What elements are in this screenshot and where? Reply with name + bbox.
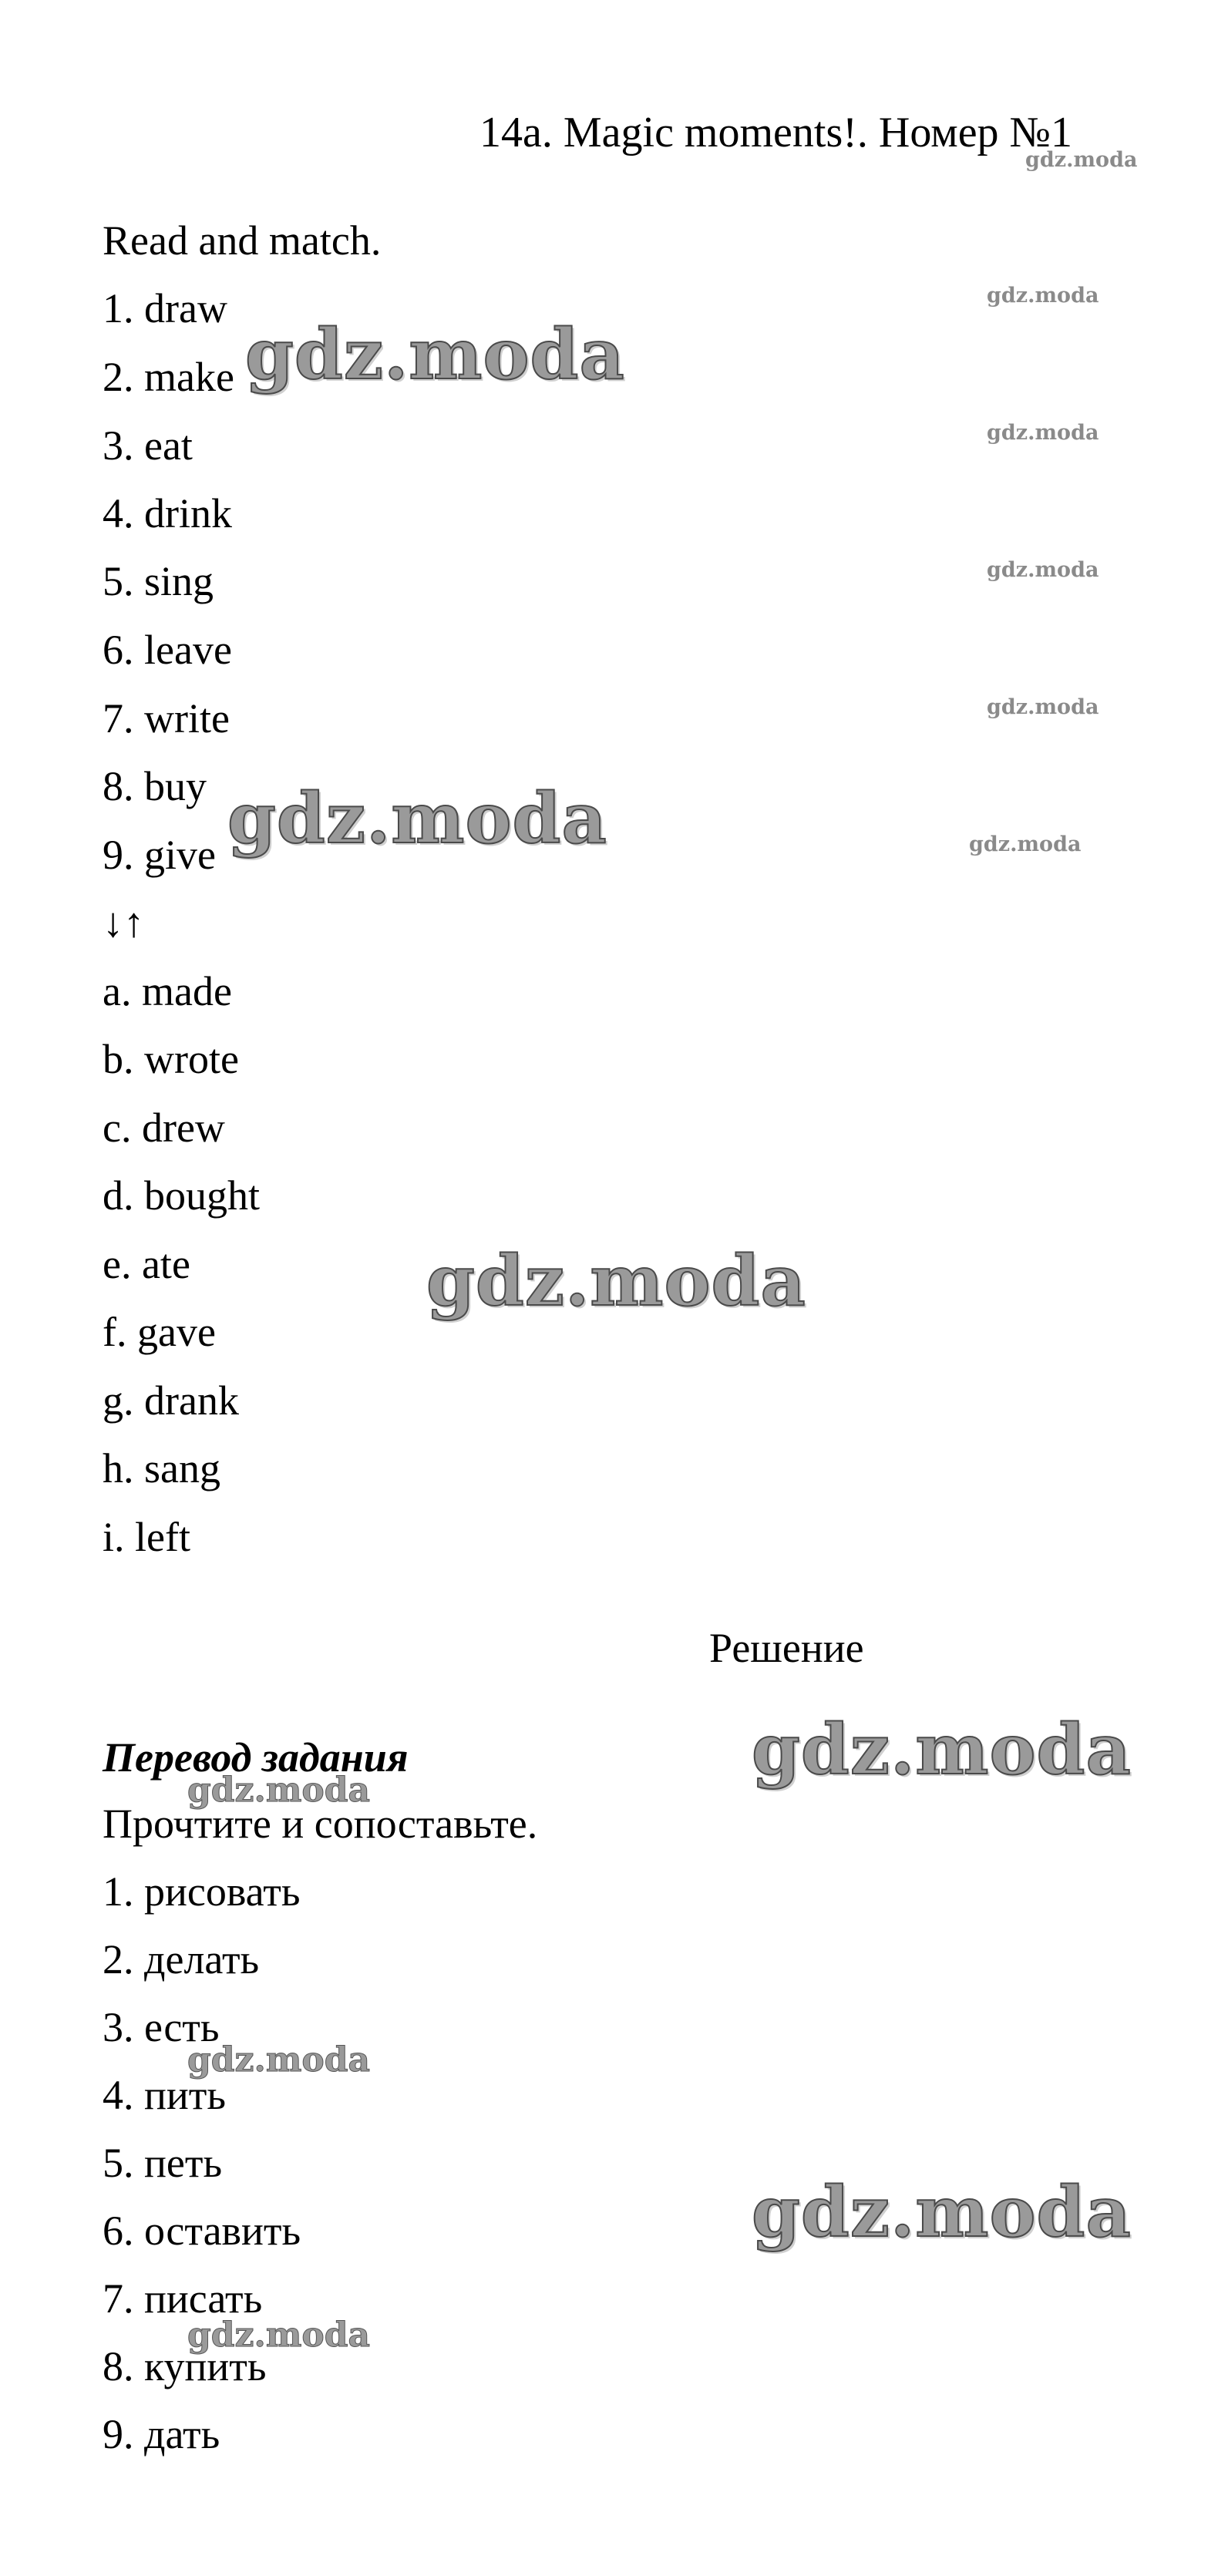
watermark: gdz.moda — [987, 695, 1099, 719]
watermark: gdz.moda — [987, 558, 1099, 582]
verb-item: 3. eat — [103, 422, 193, 469]
past-form-item: b. wrote — [103, 1036, 239, 1082]
translation-item: 4. пить — [103, 2072, 227, 2118]
translation-item: 8. купить — [103, 2343, 267, 2389]
match-arrows: ↓↑ — [103, 900, 144, 946]
verb-item: 4. drink — [103, 490, 232, 536]
verb-item: 6. leave — [103, 627, 232, 673]
translation-item: 9. дать — [103, 2411, 220, 2457]
past-form-item: h. sang — [103, 1445, 220, 1491]
watermark: gdz.moda — [187, 1771, 371, 1810]
watermark: gdz.moda — [245, 314, 625, 395]
watermark: gdz.moda — [752, 2171, 1132, 2253]
verb-item: 2. make — [103, 354, 234, 400]
past-form-item: a. made — [103, 968, 232, 1014]
verb-item: 8. buy — [103, 763, 207, 809]
watermark: gdz.moda — [987, 284, 1099, 308]
watermark: gdz.moda — [1025, 148, 1138, 172]
past-form-item: c. drew — [103, 1105, 225, 1151]
watermark: gdz.moda — [227, 778, 607, 859]
translation-item: 3. есть — [103, 2004, 220, 2050]
past-form-item: d. bought — [103, 1172, 261, 1219]
verb-item: 5. sing — [103, 558, 214, 604]
verb-item: 7. write — [103, 695, 230, 742]
watermark: gdz.moda — [752, 1709, 1132, 1791]
solution-label: Решение — [709, 1625, 864, 1671]
page-title: 14a. Magic moments!. Номер №1 — [479, 109, 1072, 156]
translation-item: 1. рисовать — [103, 1868, 301, 1915]
translation-item: 6. оставить — [103, 2208, 301, 2254]
translation-heading: Перевод задания — [103, 1734, 409, 1781]
watermark: gdz.moda — [987, 421, 1099, 445]
verb-item: 1. draw — [103, 285, 227, 331]
translation-item: 5. петь — [103, 2140, 223, 2186]
watermark: gdz.moda — [969, 832, 1082, 856]
task-instruction: Read and match. — [103, 217, 382, 264]
watermark: gdz.moda — [426, 1240, 806, 1322]
watermark: gdz.moda — [187, 2315, 371, 2355]
translation-item: 2. делать — [103, 1936, 260, 1982]
past-form-item: f. gave — [103, 1309, 216, 1355]
verb-item: 9. give — [103, 832, 216, 878]
past-form-item: i. left — [103, 1514, 190, 1560]
past-form-item: e. ate — [103, 1241, 190, 1287]
translation-item: 7. писать — [103, 2275, 263, 2322]
translation-instruction: Прочтите и сопоставьте. — [103, 1801, 538, 1847]
past-form-item: g. drank — [103, 1377, 239, 1424]
watermark: gdz.moda — [187, 2040, 371, 2080]
